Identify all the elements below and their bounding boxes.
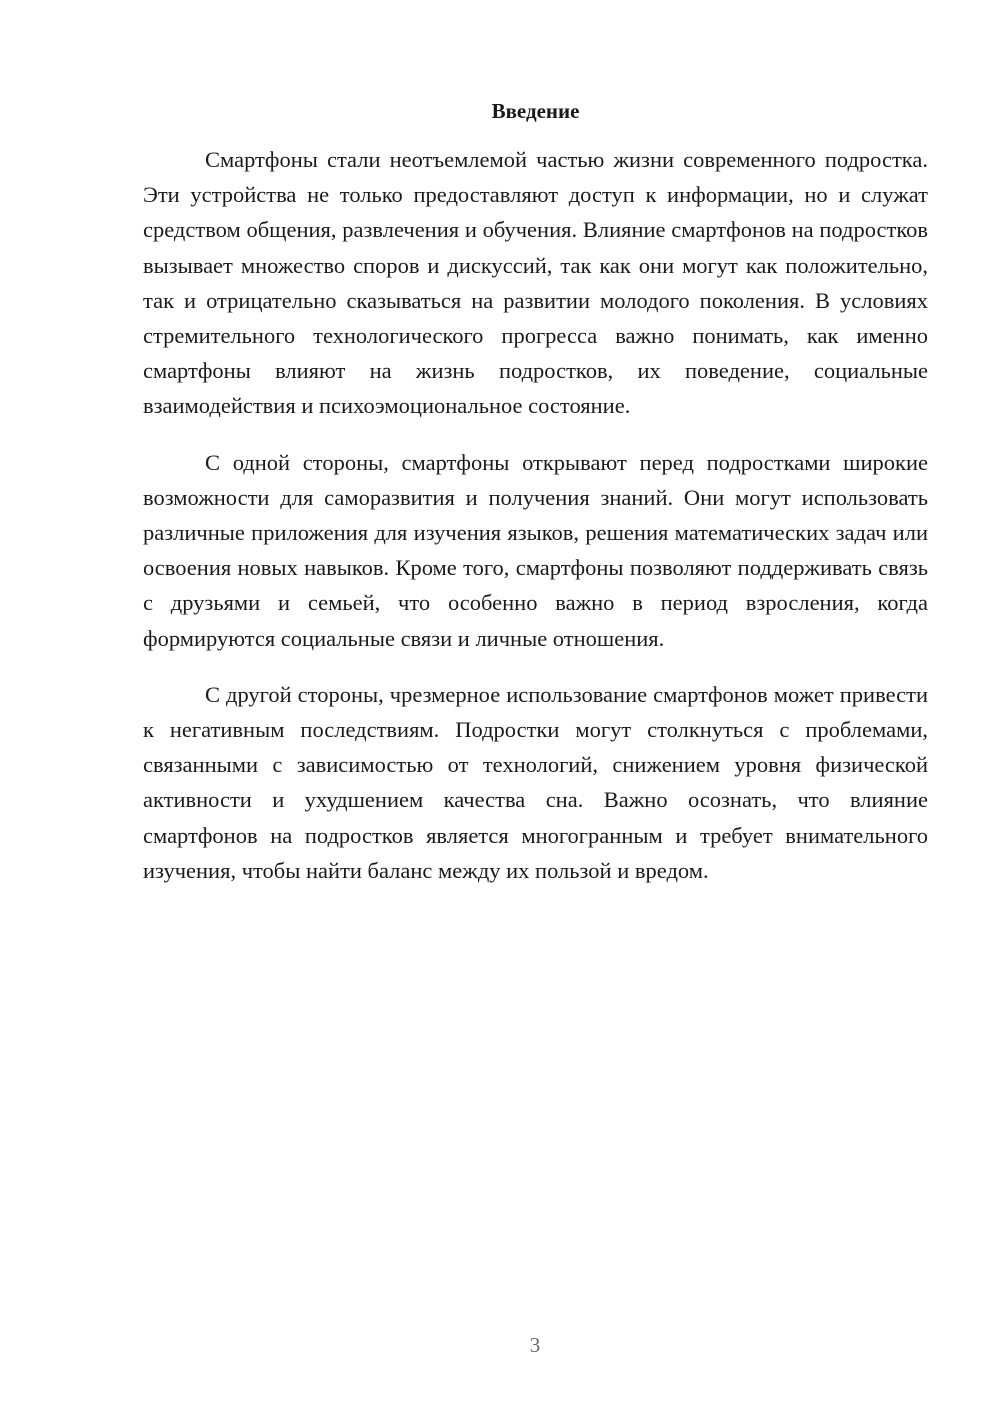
paragraph-benefits: С одной стороны, смартфоны открывают перед подростками широкие возможности для саморазвития и получения знаний. Они могут использовать различные приложения для изучения языков, решения математических задач или освоения новых навыков. Кроме того, смартфоны позволяют поддерживать связь с друзьями и семьей, что особенно важно в период взросления, когда формируются социальные связи и личные отношения. <box>143 449 928 651</box>
page-content <box>143 94 928 909</box>
paragraph-intro: Смартфоны стали неотъемлемой частью жизни современного подростка. Эти устройства не только предоставляют доступ к информации, но и служат средством общения, развлечения и обучения. Влияние смартфонов на подростков вызывает множество споров и дискуссий, так как они могут как положительно, так и отрицательно сказываться на развитии молодого поколения. В условиях стремительного технологического прогресса важно понимать, как именно смартфоны влияют на жизнь подростков, их поведение, социальные взаимодействия и психоэмоциональное состояние. <box>143 147 928 419</box>
section-heading: Введение <box>491 99 580 123</box>
page-number: 3 <box>529 1333 541 1357</box>
paragraph-drawbacks: С другой стороны, чрезмерное использование смартфонов может привести к негативным последствиям. Подростки могут столкнуться с проблемами, связанными с зависимостью от технологий, снижением уровня физической активности и ухудшением качества сна. Важно осознать, что влияние смартфонов на подростков является многогранным и требует внимательного изучения, чтобы найти баланс между их пользой и вредом. <box>143 681 928 883</box>
